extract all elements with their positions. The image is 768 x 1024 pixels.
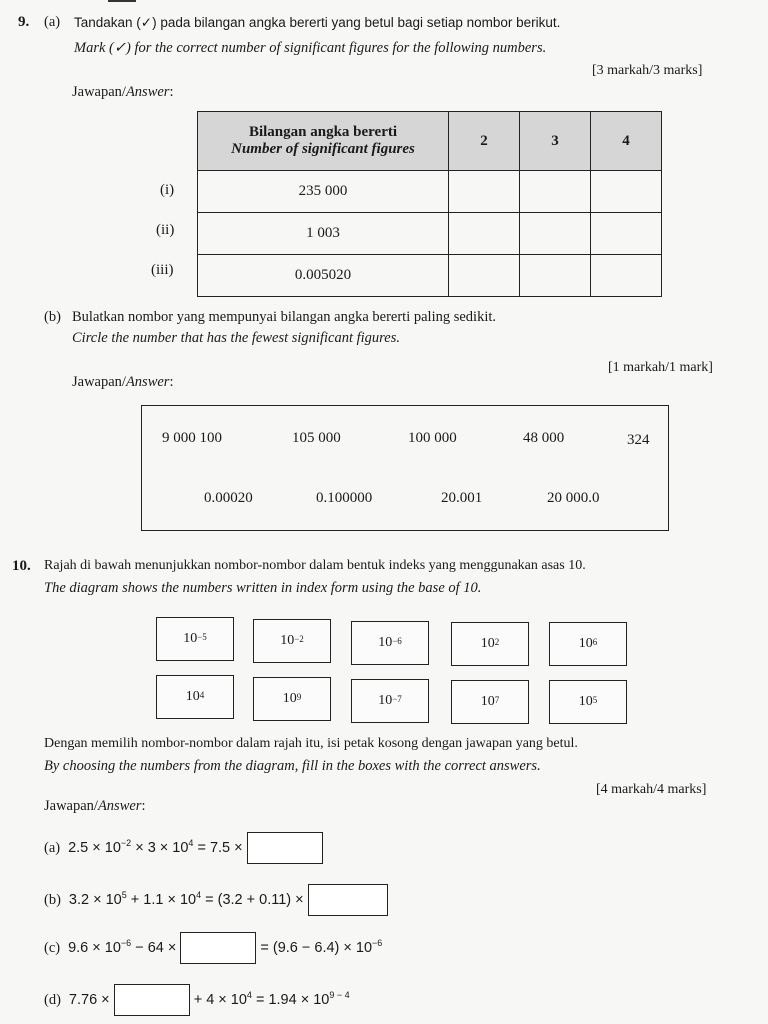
q10c-answer-box[interactable] — [180, 932, 256, 964]
q9a-answer-label: Jawapan/Answer: — [72, 84, 174, 100]
q9b-answer-label: Jawapan/Answer: — [72, 374, 174, 390]
q9a-instruction-english: Mark (✓) for the correct number of significant figures for the following numbers. — [74, 40, 547, 56]
sigfig-table — [197, 111, 662, 297]
tile-10-neg6: 10 $^{-6}$ — [351, 621, 429, 665]
q10-answer-label: Jawapan/Answer: — [44, 798, 146, 814]
tick-cell-iii-2[interactable] — [449, 255, 520, 297]
q10a-equation: (a) $2.5 \times 10^{-2} \times 3 \times 10^4 = 7.5$ × — [44, 832, 323, 864]
q10d-answer-box[interactable] — [114, 984, 190, 1016]
circle-option-324[interactable]: 324 — [627, 432, 650, 448]
tick-cell-iii-4[interactable] — [591, 255, 662, 297]
q9a-label: (a) — [44, 14, 61, 30]
tile-10-5: 10 $^5$ — [549, 680, 627, 724]
tile-10-7: 10 $^7$ — [451, 680, 529, 724]
table-row — [198, 213, 662, 255]
circle-option-0.100000[interactable]: 0.100000 — [316, 490, 373, 506]
row-number-i: 235 000 — [198, 171, 449, 213]
tile-10-neg2: 10 $^{-2}$ — [253, 619, 331, 663]
circle-option-0.00020[interactable]: 0.00020 — [204, 490, 253, 506]
col-header-2: 2 — [449, 112, 520, 171]
q9-row-label-iii: (iii) — [151, 262, 174, 278]
tile-10-2: 10 $^2$ — [451, 622, 529, 666]
q9b-instruction-english: Circle the number that has the fewest significant figures. — [72, 330, 400, 346]
q9b-label: (b) — [44, 309, 61, 325]
tile-10-neg7: 10 $^{-7}$ — [351, 679, 429, 723]
q10-intro-malay: Rajah di bawah menunjukkan nombor-nombor dalam bentuk indeks yang menggunakan asas 10. — [44, 558, 586, 573]
circle-option-20.001[interactable]: 20.001 — [441, 490, 483, 506]
q9b-instruction-malay: Bulatkan nombor yang mempunyai bilangan angka bererti paling sedikit. — [72, 309, 497, 325]
q9a-marks: [3 markah/3 marks] — [592, 63, 703, 78]
q10c-equation: (c) $9.6 \times 10^{-6} - 64$ × = $(9.6 - 6.4) \times 10^{-6}$ — [44, 932, 382, 964]
row-number-ii: 1 003 — [198, 213, 449, 255]
q10-intro-english: The diagram shows the numbers written in index form using the base of 10. — [44, 580, 482, 596]
tick-cell-ii-3[interactable] — [520, 213, 591, 255]
tick-cell-iii-3[interactable] — [520, 255, 591, 297]
row-number-iii: 0.005020 — [198, 255, 449, 297]
q10b-equation: (b) $3.2 \times 10^5 + 1.1 \times 10^4 = (3.2 + 0.11)$ × — [44, 884, 388, 916]
q9-row-label-i: (i) — [160, 182, 175, 198]
sigfig-table-header — [198, 112, 662, 171]
q10b-answer-box[interactable] — [308, 884, 388, 916]
q9b-answer-box — [141, 405, 669, 531]
tile-10-9: 10 $^9$ — [253, 677, 331, 721]
q9a-instruction-malay: Tandakan (✓) pada bilangan angka bererti yang betul bagi setiap nombor berikut. — [74, 15, 561, 30]
q9-row-label-ii: (ii) — [156, 222, 175, 238]
q10-instruction-malay: Dengan memilih nombor-nombor dalam rajah itu, isi petak kosong dengan jawapan yang betul. — [44, 736, 578, 751]
tick-cell-i-4[interactable] — [591, 171, 662, 213]
q9b-marks: [1 markah/1 mark] — [608, 360, 713, 375]
circle-option-48000[interactable]: 48 000 — [523, 430, 565, 446]
q10a-answer-box[interactable] — [247, 832, 323, 864]
table-row — [198, 171, 662, 213]
q9-number: 9. — [18, 14, 30, 30]
q10d-equation: (d) 7.76 × + $4 \times 10^4 = 1.94 \times 10^{9 - 4}$ — [44, 984, 350, 1016]
top-rule — [108, 0, 136, 2]
q10-marks: [4 markah/4 marks] — [596, 782, 707, 797]
tick-cell-i-2[interactable] — [449, 171, 520, 213]
tick-cell-ii-2[interactable] — [449, 213, 520, 255]
sigfig-header: Bilangan angka bererti Number of significant figures — [198, 112, 449, 171]
circle-option-20000.0[interactable]: 20 000.0 — [547, 490, 600, 506]
col-header-3: 3 — [520, 112, 591, 171]
tile-10-6: 10 $^6$ — [549, 622, 627, 666]
circle-option-105000[interactable]: 105 000 — [292, 430, 341, 446]
circle-option-9000100[interactable]: 9 000 100 — [162, 430, 222, 446]
tick-cell-ii-4[interactable] — [591, 213, 662, 255]
circle-option-100000[interactable]: 100 000 — [408, 430, 457, 446]
tick-cell-i-3[interactable] — [520, 171, 591, 213]
table-row — [198, 255, 662, 297]
tile-10-neg5: 10 $^{-5}$ — [156, 617, 234, 661]
q10-instruction-english: By choosing the numbers from the diagram, fill in the boxes with the correct answers. — [44, 758, 541, 774]
tile-10-4: 10 $^4$ — [156, 675, 234, 719]
col-header-4: 4 — [591, 112, 662, 171]
q10-number: 10. — [12, 558, 31, 574]
